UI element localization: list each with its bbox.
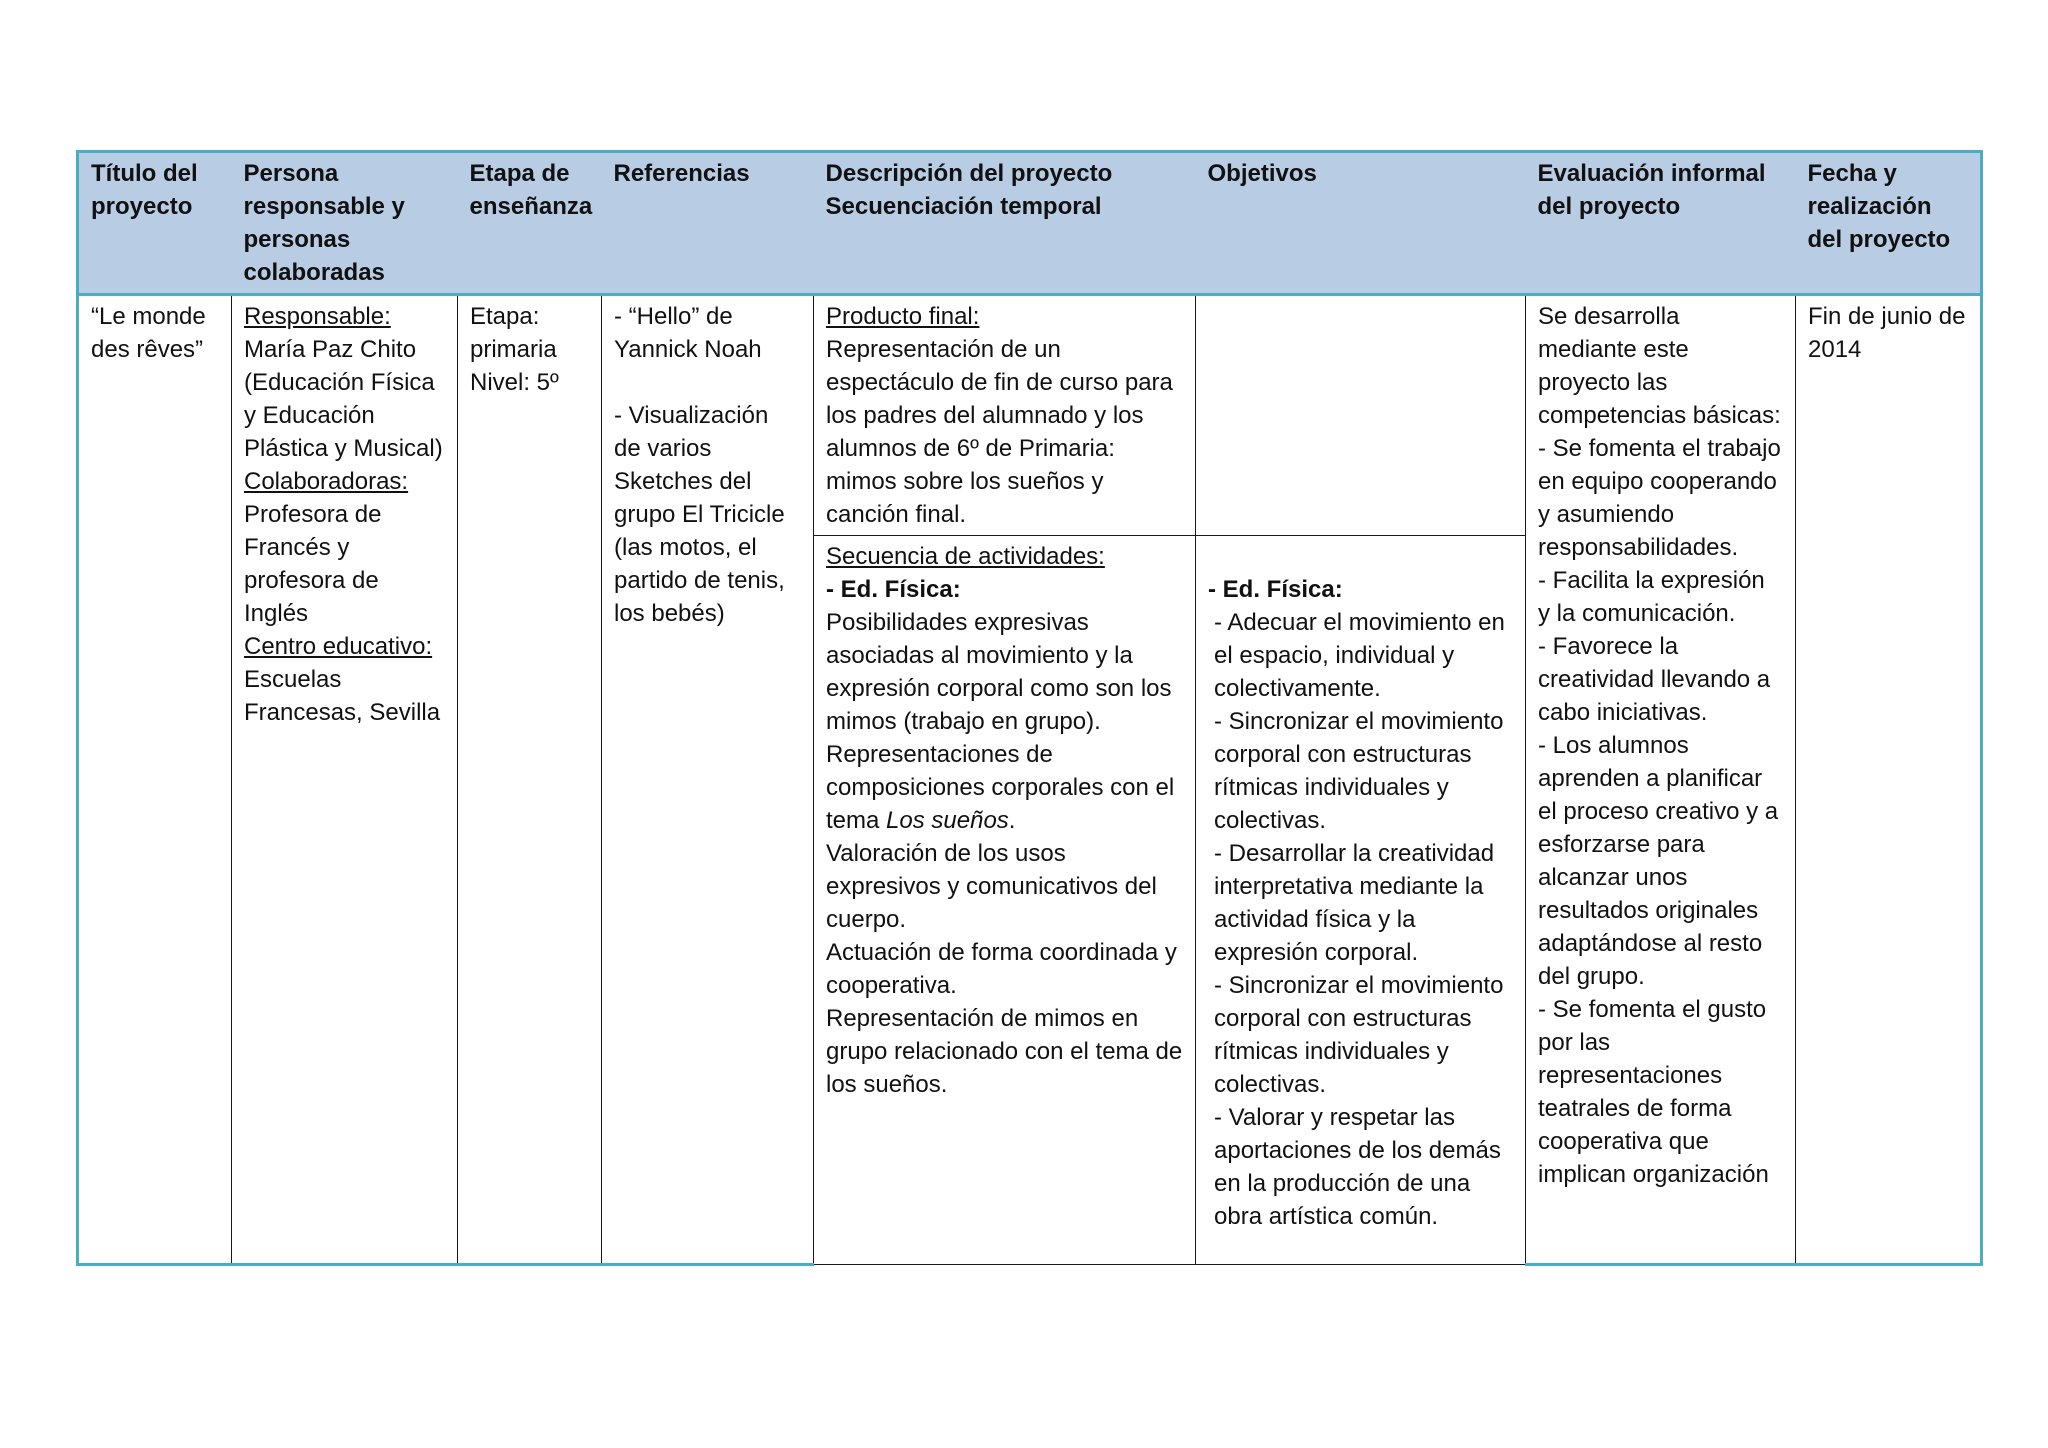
referencia-1: - “Hello” de Yannick Noah	[614, 303, 762, 363]
actividad-end: .	[1008, 807, 1016, 834]
actividad-text: Representaciones de composiciones corporales con el tema	[826, 741, 1175, 834]
objetivo-item: - Sincronizar el movimiento corporal con estructuras rítmicas individuales y colectivas.	[1214, 972, 1504, 1098]
objetivo-item: - Adecuar el movimiento en el espacio, individual y colectivamente.	[1214, 609, 1505, 702]
cell-etapa	[458, 295, 602, 1265]
fecha-value: Fin de junio de 2014	[1808, 303, 1966, 363]
table-row	[78, 295, 1982, 536]
evaluacion-intro: Se desarrolla mediante este proyecto las competencias básicas:	[1538, 303, 1781, 429]
secuencia-area: - Ed. Física:	[826, 576, 961, 603]
nivel-value: Nivel: 5º	[470, 369, 559, 396]
centro-value: Escuelas Francesas, Sevilla	[244, 666, 441, 726]
header-row	[78, 152, 1982, 295]
referencia-2: - Visualización de varios Sketches del grupo El Tricicle (las motos, el partido de tenis, los bebés)	[614, 402, 785, 627]
actividad-item: Representación de mimos en grupo relacionado con el tema de los sueños.	[826, 1005, 1183, 1098]
header-titulo: Título del proyecto	[78, 152, 232, 295]
evaluacion-item: - Se fomenta el trabajo en equipo cooperando y asumiendo responsabilidades.	[1538, 435, 1781, 561]
header-evaluacion: Evaluación informal del proyecto	[1526, 152, 1796, 295]
evaluacion-item: - Favorece la creatividad llevando a cabo iniciativas.	[1538, 633, 1771, 726]
cell-secuencia	[814, 536, 1196, 1265]
producto-value: Representación de un espectáculo de fin de curso para los padres del alumnado y los alumnos de 6º de Primaria: mimos sobre los sueños y canción final.	[826, 336, 1173, 528]
header-referencias: Referencias	[602, 152, 814, 295]
cell-objetivos	[1196, 536, 1526, 1265]
objetivo-item: - Sincronizar el movimiento corporal con estructuras rítmicas individuales y colectivas.	[1214, 708, 1504, 834]
responsable-value: María Paz Chito (Educación Física y Educación Plástica y Musical)	[244, 336, 443, 462]
objetivo-item: - Valorar y respetar las aportaciones de los demás en la producción de una obra artística común.	[1214, 1104, 1501, 1230]
actividad-item: Valoración de los usos expresivos y comunicativos del cuerpo.	[826, 840, 1157, 933]
actividad-item: Posibilidades expresivas asociadas al movimiento y la expresión corporal como son los mimos (trabajo en grupo).	[826, 609, 1172, 735]
cell-producto-final	[814, 295, 1196, 536]
cell-fecha	[1796, 295, 1982, 1265]
responsable-label: Responsable:	[244, 303, 391, 330]
actividad-item: Actuación de forma coordinada y cooperativa.	[826, 939, 1177, 999]
header-objetivos: Objetivos	[1196, 152, 1526, 295]
actividad-item	[826, 738, 1183, 837]
objetivo-item: - Desarrollar la creatividad interpretativa mediante la actividad física y la expresión corporal.	[1214, 840, 1495, 966]
evaluacion-item: - Los alumnos aprenden a planificar el proceso creativo y a esforzarse para alcanzar unos resultados originales adaptándose al resto del grupo.	[1538, 732, 1779, 990]
cell-persona	[232, 295, 458, 1265]
centro-label: Centro educativo:	[244, 633, 433, 660]
objetivos-area: - Ed. Física:	[1208, 576, 1343, 603]
evaluacion-item: - Facilita la expresión y la comunicación.	[1538, 567, 1765, 627]
colaboradoras-value: Profesora de Francés y profesora de Inglés	[244, 501, 382, 627]
producto-label: Producto final:	[826, 303, 980, 330]
header-descripcion: Descripción del proyecto Secuenciación temporal	[814, 152, 1196, 295]
cell-objetivos-empty	[1196, 295, 1526, 536]
cell-evaluacion	[1526, 295, 1796, 1265]
project-title: “Le monde des rêves”	[91, 303, 206, 363]
etapa-value: Etapa: primaria	[470, 303, 557, 363]
evaluacion-item: - Se fomenta el gusto por las representaciones teatrales de forma cooperativa que implican organización	[1538, 996, 1769, 1188]
actividad-italic: Los sueños	[886, 807, 1009, 834]
header-fecha: Fecha y realización del proyecto	[1796, 152, 1982, 295]
header-etapa: Etapa de enseñanza	[458, 152, 602, 295]
cell-referencias	[602, 295, 814, 1265]
secuencia-label: Secuencia de actividades:	[826, 543, 1105, 570]
project-table	[76, 150, 1983, 1266]
colaboradoras-label: Colaboradoras:	[244, 468, 409, 495]
cell-titulo	[78, 295, 232, 1265]
header-persona: Persona responsable y personas colaboradas	[232, 152, 458, 295]
